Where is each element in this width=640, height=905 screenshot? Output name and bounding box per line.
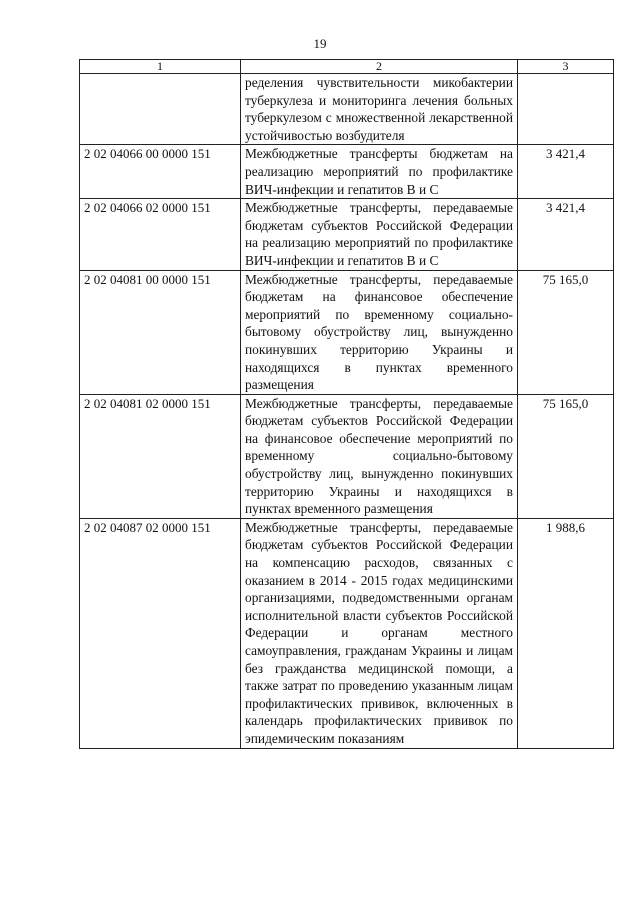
- column-header-code: 1: [80, 60, 241, 74]
- row-amount: 3 421,4: [518, 145, 614, 199]
- table-row: [80, 199, 614, 270]
- row-code: 2 02 04066 00 0000 151: [80, 145, 241, 199]
- page-number: 19: [313, 36, 327, 51]
- row-code: 2 02 04087 02 0000 151: [80, 518, 241, 748]
- table-header-row: [80, 60, 614, 74]
- row-code: 2 02 04066 02 0000 151: [80, 199, 241, 270]
- row-description: Межбюджетные трансферты, передаваемые бюджетам субъектов Российской Федерации на реализацию мероприятий по профилактике ВИЧ-инфекции и гепатитов В и С: [241, 199, 518, 270]
- table-row: [80, 270, 614, 394]
- row-description: Межбюджетные трансферты, передаваемые бюджетам субъектов Российской Федерации на компенсацию расходов, связанных с оказанием в 2014 - 2015 годах медицинскими организациями, подведомственными органам исполнительной власти субъектов Российской Федерации и органам местного самоуправления, гражданам Украины и лицам без гражданства медицинской помощи, а также затрат по проведению указанным лицам профилактических прививок, включенных в календарь профилактических прививок по эпидемическим показаниям: [241, 518, 518, 748]
- row-description: Межбюджетные трансферты бюджетам на реализацию мероприятий по профилактике ВИЧ-инфекции и гепатитов В и С: [241, 145, 518, 199]
- table-row: [80, 74, 614, 145]
- column-header-amount: 3: [518, 60, 614, 74]
- row-code: 2 02 04081 02 0000 151: [80, 394, 241, 518]
- row-amount: 75 165,0: [518, 394, 614, 518]
- row-code: 2 02 04081 00 0000 151: [80, 270, 241, 394]
- row-code: [80, 74, 241, 145]
- row-description: Межбюджетные трансферты, передаваемые бюджетам субъектов Российской Федерации на финансовое обеспечение мероприятий по временному социально-бытовому обустройству лиц, вынужденно покинувших территорию Украины и находящихся в пунктах временного размещения: [241, 394, 518, 518]
- row-amount: [518, 74, 614, 145]
- budget-table: [79, 59, 614, 749]
- row-description: ределения чувствительности микобактерии туберкулеза и мониторинга лечения больных туберкулезом с множественной лекарственной устойчивостью возбудителя: [241, 74, 518, 145]
- table-row: [80, 145, 614, 199]
- row-amount: 1 988,6: [518, 518, 614, 748]
- table-row: [80, 518, 614, 748]
- row-amount: 3 421,4: [518, 199, 614, 270]
- row-amount: 75 165,0: [518, 270, 614, 394]
- table-row: [80, 394, 614, 518]
- row-description: Межбюджетные трансферты, передаваемые бюджетам на финансовое обеспечение мероприятий по временному социально-бытовому обустройству лиц, вынужденно покинувших территорию Украины и находящихся в пунктах временного размещения: [241, 270, 518, 394]
- column-header-name: 2: [241, 60, 518, 74]
